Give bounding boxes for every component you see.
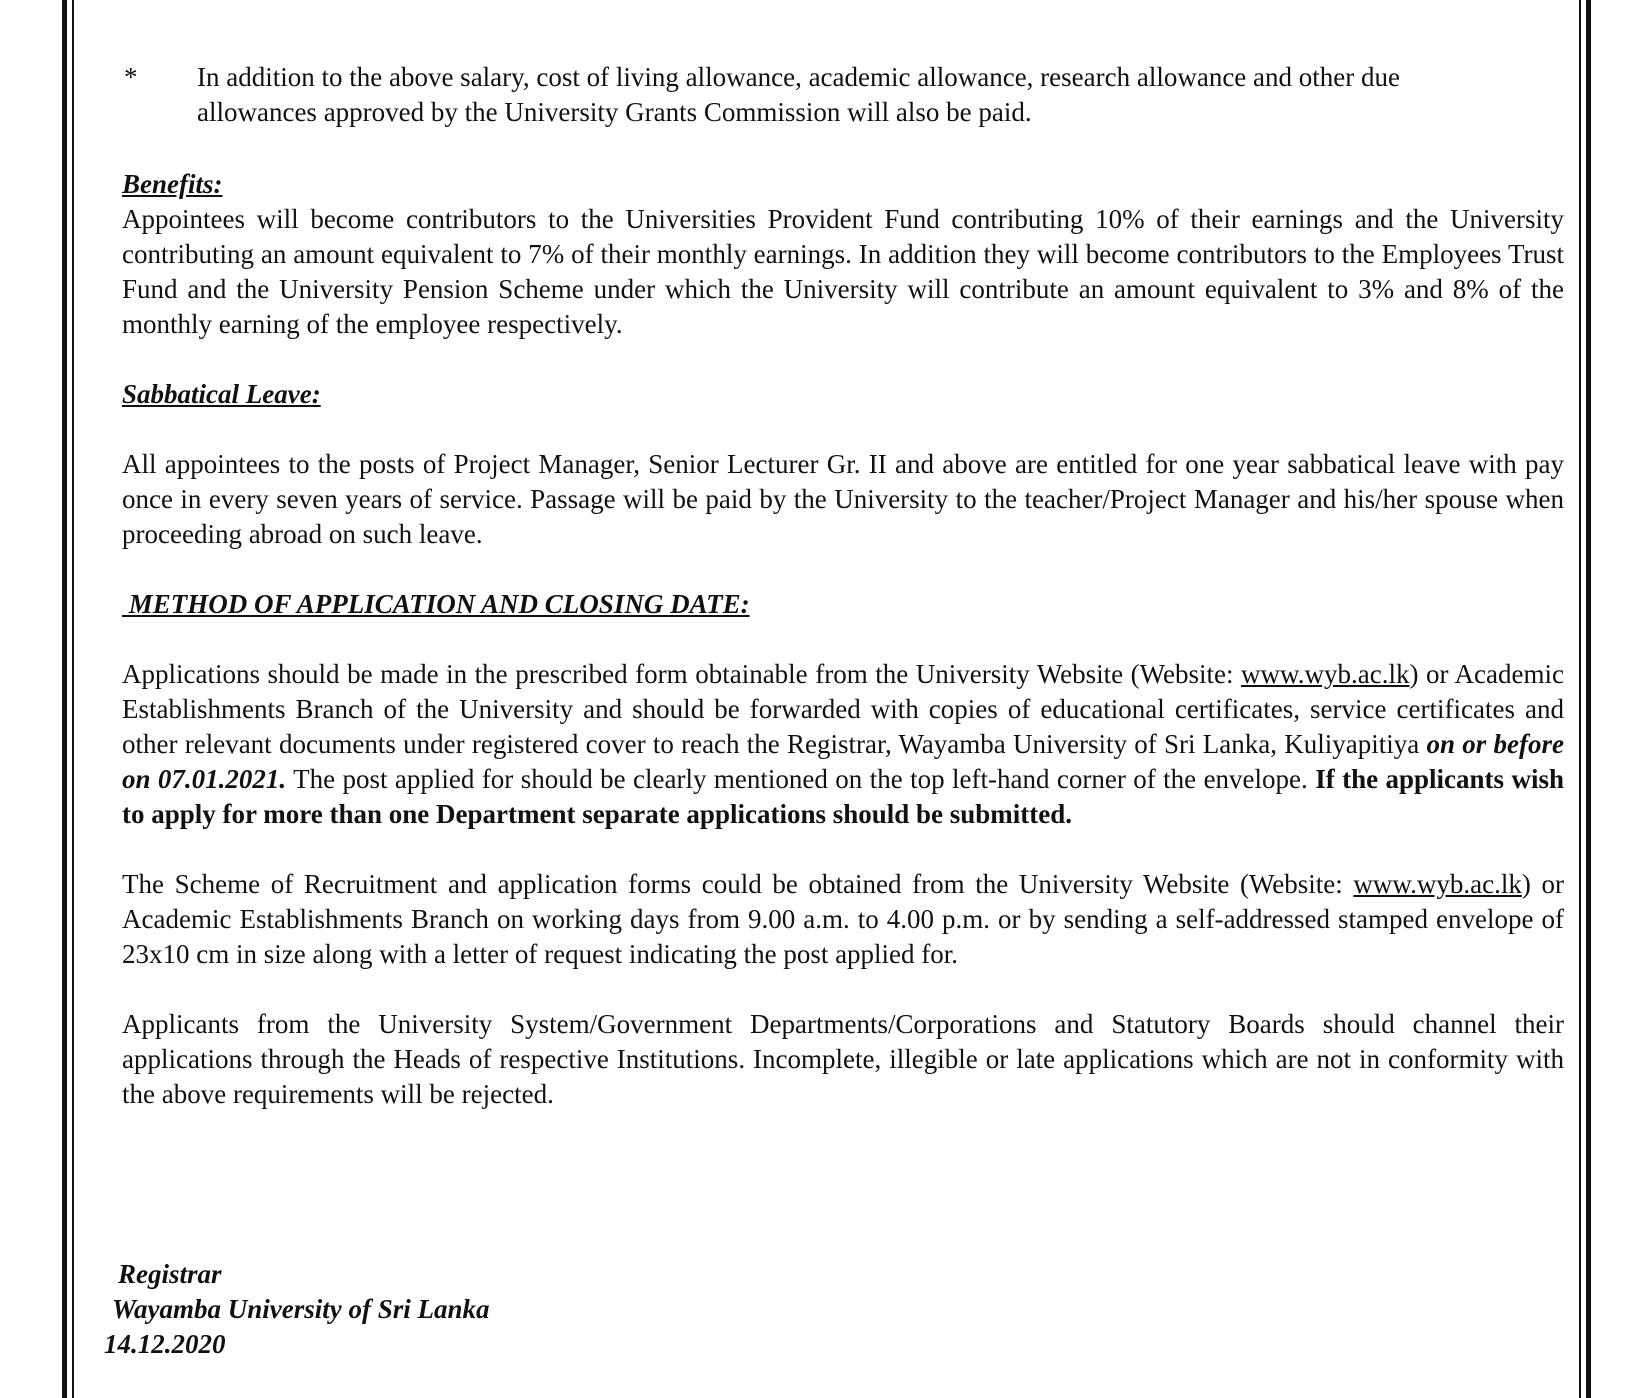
benefits-text: Appointees will become contributors to the Universities Provident Fund contributing 10% of their earnings and the University contributing an amount equivalent to 7% of their monthly earnings. In addition they will become contributors to the Employees Trust Fund and the University Pension Scheme under which the University will contribute an amount equivalent to 3% and 8% of the monthly earning of the employee respectively.	[122, 204, 1564, 339]
sabbatical-heading: Sabbatical Leave:	[122, 379, 321, 409]
method-paragraph-2: The Scheme of Recruitment and application forms could be obtained from the University Website (Website: www.wyb.ac.lk) or Academic Establishments Branch on working days from 9.00 a.m. to 4.00 p.m. or by sending a self-addressed stamped envelope of 23x10 cm in size along with a letter of request indicating the post applied for.	[122, 869, 1564, 969]
benefits-section	[122, 167, 1564, 342]
method-heading: METHOD OF APPLICATION AND CLOSING DATE:	[122, 589, 750, 619]
document-body	[122, 60, 1564, 1112]
method-paragraph-3: Applicants from the University System/Government Departments/Corporations and Statutory Boards should channel their applications through the Heads of respective Institutions. Incomplete, illegible or late applications which are not in conformity with the above requirements will be rejected.	[122, 1009, 1564, 1109]
website-link-2[interactable]: www.wyb.ac.lk	[1353, 869, 1522, 899]
sabbatical-section	[122, 377, 1564, 552]
method-section	[122, 587, 1564, 1112]
allowance-note	[122, 60, 1564, 130]
method-paragraph-1: Applications should be made in the prescribed form obtainable from the University Website (Website: www.wyb.ac.lk) or Academic Establishments Branch of the University and should be forwarded with copies of educational certificates, service certificates and other relevant documents under registered cover to reach the Registrar, Wayamba University of Sri Lanka, Kuliyapitiya on or before on 07.01.2021. The post applied for should be clearly mentioned on the top left-hand corner of the envelope. If the applicants wish to apply for more than one Department separate applications should be submitted.	[122, 659, 1564, 829]
signature-block	[104, 1257, 490, 1362]
allowance-note-text: In addition to the above salary, cost of living allowance, academic allowance, research allowance and other due allowances approved by the University Grants Commission will also be paid.	[197, 62, 1400, 127]
closing-date: on or before on 07.01.2021.	[122, 729, 1564, 794]
signatory-organization: Wayamba University of Sri Lanka	[112, 1294, 490, 1324]
separate-applications-note: If the applicants wish to apply for more than one Department separate applications should be submitted.	[122, 764, 1564, 829]
asterisk-bullet: *	[124, 62, 138, 92]
signatory-title: Registrar	[118, 1259, 222, 1289]
benefits-heading: Benefits:	[122, 169, 223, 199]
sabbatical-text: All appointees to the posts of Project Manager, Senior Lecturer Gr. II and above are entitled for one year sabbatical leave with pay once in every seven years of service. Passage will be paid by the University to the teacher/Project Manager and his/her spouse when proceeding abroad on such leave.	[122, 449, 1564, 549]
website-link[interactable]: www.wyb.ac.lk	[1241, 659, 1410, 689]
signature-date: 14.12.2020	[104, 1329, 226, 1359]
